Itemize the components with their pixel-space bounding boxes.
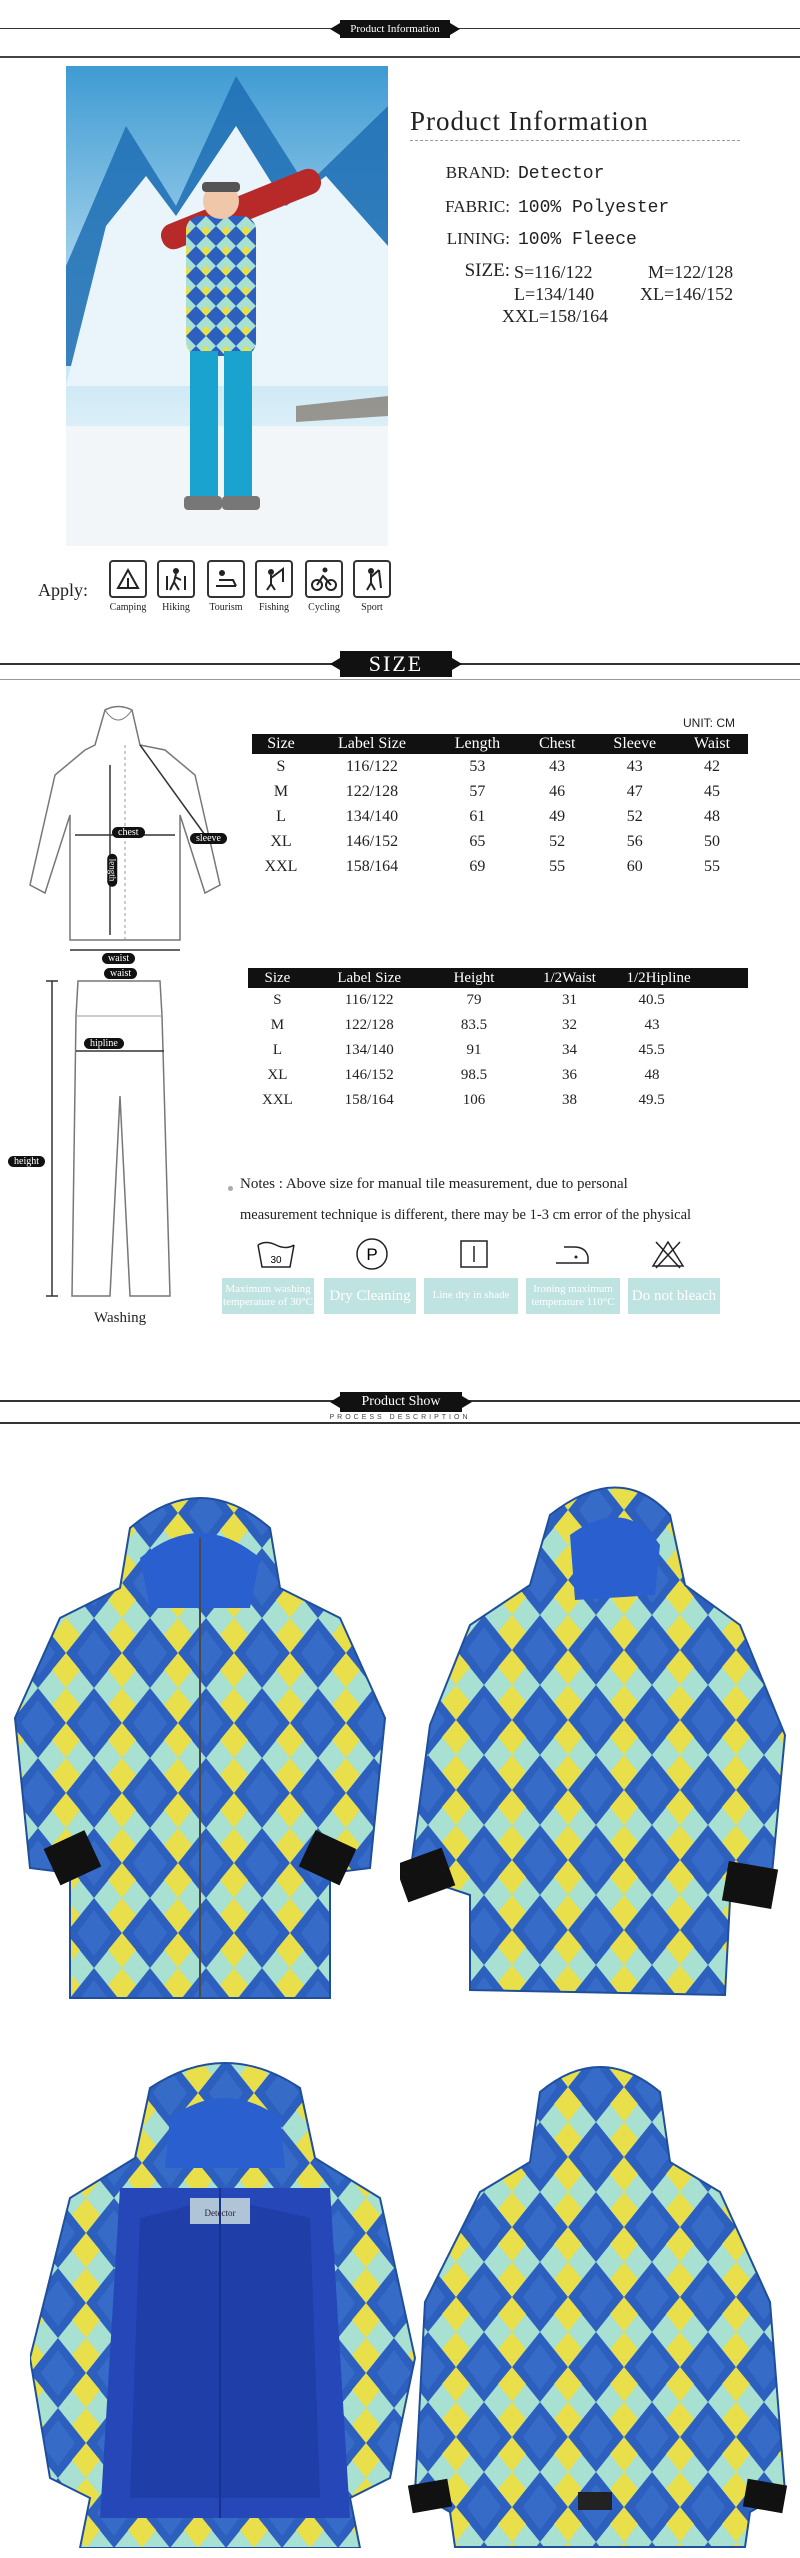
table-row: XXL 158/164 106 38 49.5 xyxy=(261,1092,665,1108)
jacket-col-sleeve: Sleeve xyxy=(593,734,676,754)
brand-row xyxy=(432,162,604,184)
size-xxl: XXL=158/164 xyxy=(502,306,609,326)
jacket-back-photo xyxy=(400,2052,790,2552)
jacket-col-length: Length xyxy=(434,734,521,754)
jacket-diagram xyxy=(20,705,250,970)
size-m: M=122/128 xyxy=(648,262,734,282)
jacket-col-chest: Chest xyxy=(521,734,594,754)
notes-line-1: Notes : Above size for manual tile measurement, due to personal xyxy=(240,1176,628,1192)
product-show-banner-label: Product Show xyxy=(340,1392,462,1412)
care-ironing-temp: Ironing maximum temperature 110°C xyxy=(526,1278,620,1314)
banner-underline xyxy=(0,56,800,58)
fabric-row xyxy=(432,196,669,218)
size-banner-label: SIZE xyxy=(340,651,452,677)
pants-waist-label: waist xyxy=(104,968,137,979)
care-wash-temp-note: Maximum washing temperature of 30°C xyxy=(222,1278,314,1314)
size-s: S=116/122 xyxy=(514,262,593,282)
wash-30-icon xyxy=(256,1236,296,1272)
apply-tourism: Tourism xyxy=(204,560,248,613)
jacket-waist-label: waist xyxy=(102,953,135,964)
jacket-col-waist: Waist xyxy=(676,734,748,754)
jacket-size-table xyxy=(252,734,748,879)
notes-bullet xyxy=(228,1186,233,1191)
camping-icon xyxy=(109,560,147,598)
washing-label: Washing xyxy=(94,1310,147,1326)
cycling-icon xyxy=(305,560,343,598)
jacket-open-lining-photo xyxy=(30,2058,420,2548)
golf-icon xyxy=(353,560,391,598)
size-banner xyxy=(0,645,800,685)
fabric-label: FABRIC: xyxy=(445,197,510,216)
pants-col-height: Height xyxy=(432,968,517,988)
pants-col-label-size: Label Size xyxy=(307,968,432,988)
apply-hiking: Hiking xyxy=(154,560,198,613)
pants-col-half-hipline: 1/2Hipline xyxy=(622,968,748,988)
height-label: height xyxy=(8,1156,45,1167)
table-row: S 116/122 79 31 40.5 xyxy=(273,992,665,1008)
line-dry-icon xyxy=(454,1236,494,1272)
iron-icon xyxy=(552,1236,592,1272)
pants-col-size: Size xyxy=(248,968,307,988)
tourism-icon xyxy=(207,560,245,598)
lining-brand-tag: Detector xyxy=(204,2208,236,2218)
notes-line-2: measurement technique is different, there may be 1-3 cm error of the physical xyxy=(240,1207,692,1223)
process-description-subtitle: PROCESS DESCRIPTION xyxy=(329,1414,471,1421)
table-row: XL 146/152 65 52 56 50 xyxy=(270,832,721,850)
hiking-icon xyxy=(157,560,195,598)
apply-fishing: Fishing xyxy=(252,560,296,613)
no-bleach-icon xyxy=(648,1236,688,1272)
product-show-banner xyxy=(0,1388,800,1428)
fishing-icon xyxy=(255,560,293,598)
apply-cycling: Cycling xyxy=(302,560,346,613)
hipline-label: hipline xyxy=(84,1038,124,1049)
jacket-col-label-size: Label Size xyxy=(310,734,434,754)
product-information-title: Product Information xyxy=(410,106,649,136)
sleeve-label: sleeve xyxy=(190,833,227,844)
title-divider xyxy=(410,140,740,141)
lining-label: LINING: xyxy=(446,229,510,248)
svg-text:P: P xyxy=(366,1245,378,1264)
dry-clean-icon xyxy=(352,1236,392,1272)
table-row: S 116/122 53 43 43 42 xyxy=(276,757,721,775)
table-row: M 122/128 57 46 47 45 xyxy=(273,782,721,800)
unit-label: UNIT: CM xyxy=(683,716,735,730)
care-dry-cleaning: Dry Cleaning xyxy=(324,1278,416,1314)
table-row: XL 146/152 98.5 36 48 xyxy=(267,1067,660,1083)
fabric-value: 100% Polyester xyxy=(518,198,670,218)
brand-label: BRAND: xyxy=(445,163,510,182)
table-row: M 122/128 83.5 32 43 xyxy=(270,1017,660,1033)
size-l: L=134/140 xyxy=(514,284,595,304)
svg-text:30: 30 xyxy=(270,1255,282,1266)
size-label: SIZE: xyxy=(464,260,510,281)
apply-camping: Camping xyxy=(106,560,150,613)
pants-col-half-waist: 1/2Waist xyxy=(516,968,622,988)
apply-sport: Sport xyxy=(350,560,394,613)
product-information-banner xyxy=(0,18,800,58)
size-xl: XL=146/152 xyxy=(640,284,734,304)
pants-size-table xyxy=(248,968,748,1113)
length-label: length xyxy=(107,854,117,887)
care-no-bleach: Do not bleach xyxy=(628,1278,720,1314)
lining-value: 100% Fleece xyxy=(518,230,637,250)
size-row xyxy=(432,260,518,282)
chest-label: chest xyxy=(112,827,145,838)
jacket-front-photo xyxy=(10,1478,390,2008)
apply-label: Apply: xyxy=(38,580,89,600)
hero-photo-child-snowboarder xyxy=(66,66,388,546)
care-line-dry: Line dry in shade xyxy=(424,1278,518,1314)
brand-value: Detector xyxy=(518,164,605,184)
jacket-back-angle-photo xyxy=(400,1475,790,2005)
table-row: XXL 158/164 69 55 60 55 xyxy=(264,857,721,875)
jacket-col-size: Size xyxy=(252,734,310,754)
product-information-banner-label: Product Information xyxy=(340,20,450,38)
table-row: L 134/140 61 49 52 48 xyxy=(276,807,721,825)
pants-diagram xyxy=(0,968,190,1306)
table-row: L 134/140 91 34 45.5 xyxy=(272,1042,665,1058)
lining-row xyxy=(432,228,637,250)
